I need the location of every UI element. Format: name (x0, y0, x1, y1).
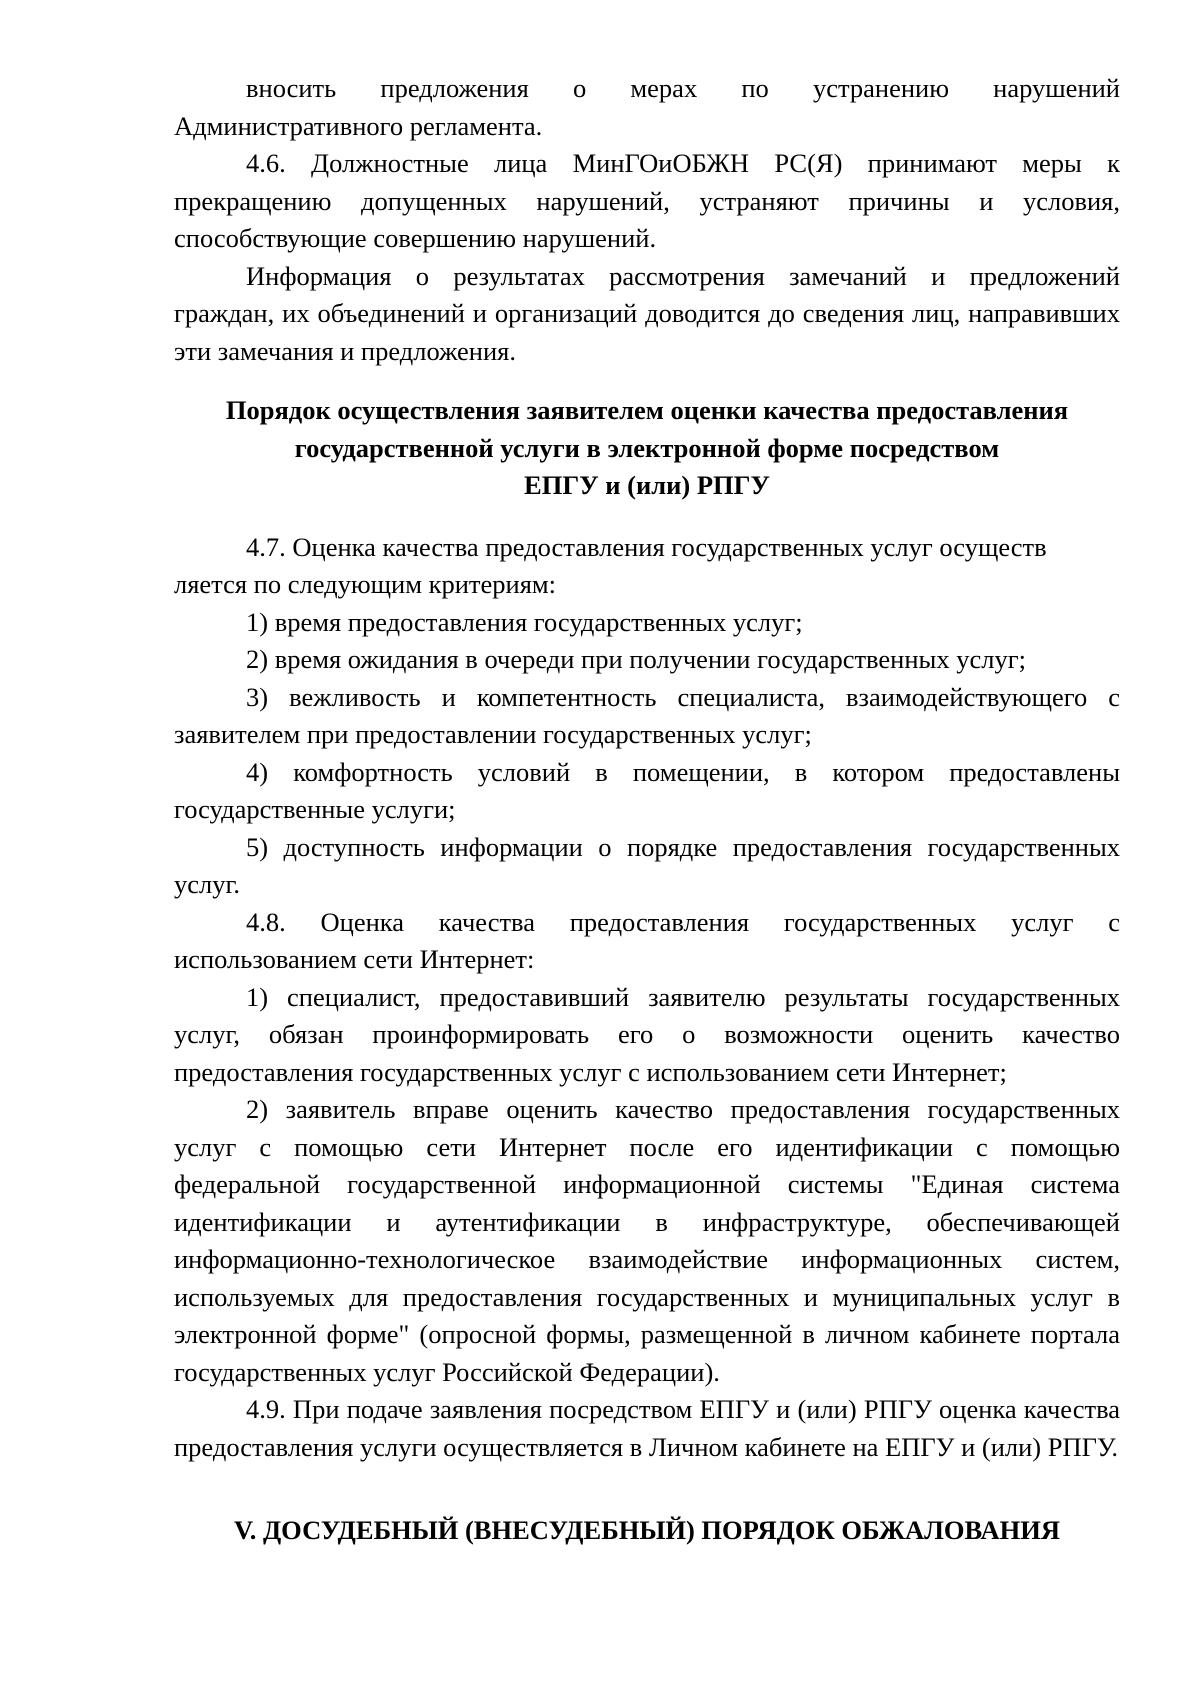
internet-item-1: 1) специалист, предоставивший заявителю результаты государственных услуг, обязан проинформировать его о возможности оценить качество предоставления государственных услуг с использованием сети Интернет; (174, 981, 1120, 1087)
internet-item-2: 2) заявитель вправе оценить качество предоставления государственных услуг с помощью сети Интернет после его идентификации с помощью федеральной государственной информационной системы "Единая система идентификации и аутентификации в инфраструктуре, обеспечивающей информационно-технологическое взаимодействие информационных систем, используемых для предоставления государственных и муниципальных услуг в электронной форме" (опросной формы, размещенной в личном кабинете портала государственных услуг Российской Федерации). (174, 1094, 1120, 1387)
criterion-1: 1) время предоставления государственных услуг; (246, 606, 803, 637)
chapter-heading: V. ДОСУДЕБНЫЙ (ВНЕСУДЕБНЫЙ) ПОРЯДОК ОБЖАЛОВАНИЯ (233, 1515, 1061, 1545)
criterion-5: 5) доступность информации о порядке предоставления государственных услуг. (174, 831, 1120, 899)
section-heading-line-3: ЕПГУ и (или) РПГУ (524, 470, 770, 500)
criterion-3: 3) вежливость и компетентность специалиста, взаимодействующего с заявителем при предоставлении государственных услуг; (174, 681, 1120, 749)
criterion-2: 2) время ожидания в очереди при получении государственных услуг; (246, 644, 1026, 674)
section-heading (174, 392, 1120, 505)
paragraph-4-8: 4.8. Оценка качества предоставления государственных услуг с использованием сети Интернет: (174, 906, 1120, 974)
spacer (174, 505, 1120, 529)
paragraph-information: Информация о результатах рассмотрения замечаний и предложений граждан, их объединений и организаций доводится до сведения лиц, направивших эти замечания и предложения. (174, 260, 1120, 366)
section-heading-line-1: Порядок осуществления заявителем оценки качества предоставления (225, 395, 1069, 425)
paragraph-continuation: вносить предложения о мерах по устранению нарушений Административного регламента. (174, 73, 1120, 141)
spacer (174, 370, 1120, 392)
paragraph-4-6: 4.6. Должностные лица МинГОиОБЖН РС(Я) принимают меры к прекращению допущенных нарушений, устраняют причины и условия, способствующие совершению нарушений. (174, 148, 1120, 253)
spacer (174, 1466, 1120, 1512)
criterion-4: 4) комфортность условий в помещении, в котором предоставлены государственные услуги; (174, 756, 1120, 824)
document-page (174, 70, 1120, 1550)
section-heading-line-2: государственной услуги в электронной форме посредством (294, 432, 1000, 463)
paragraph-4-7: 4.7. Оценка качества предоставления государственных услуг осуществ ляется по следующим критериям: (174, 531, 1047, 599)
paragraph-4-9: 4.9. При подаче заявления посредством ЕПГУ и (или) РПГУ оценка качества предоставления услуги осуществляется в Личном кабинете на ЕПГУ и (или) РПГУ. (174, 1394, 1120, 1462)
